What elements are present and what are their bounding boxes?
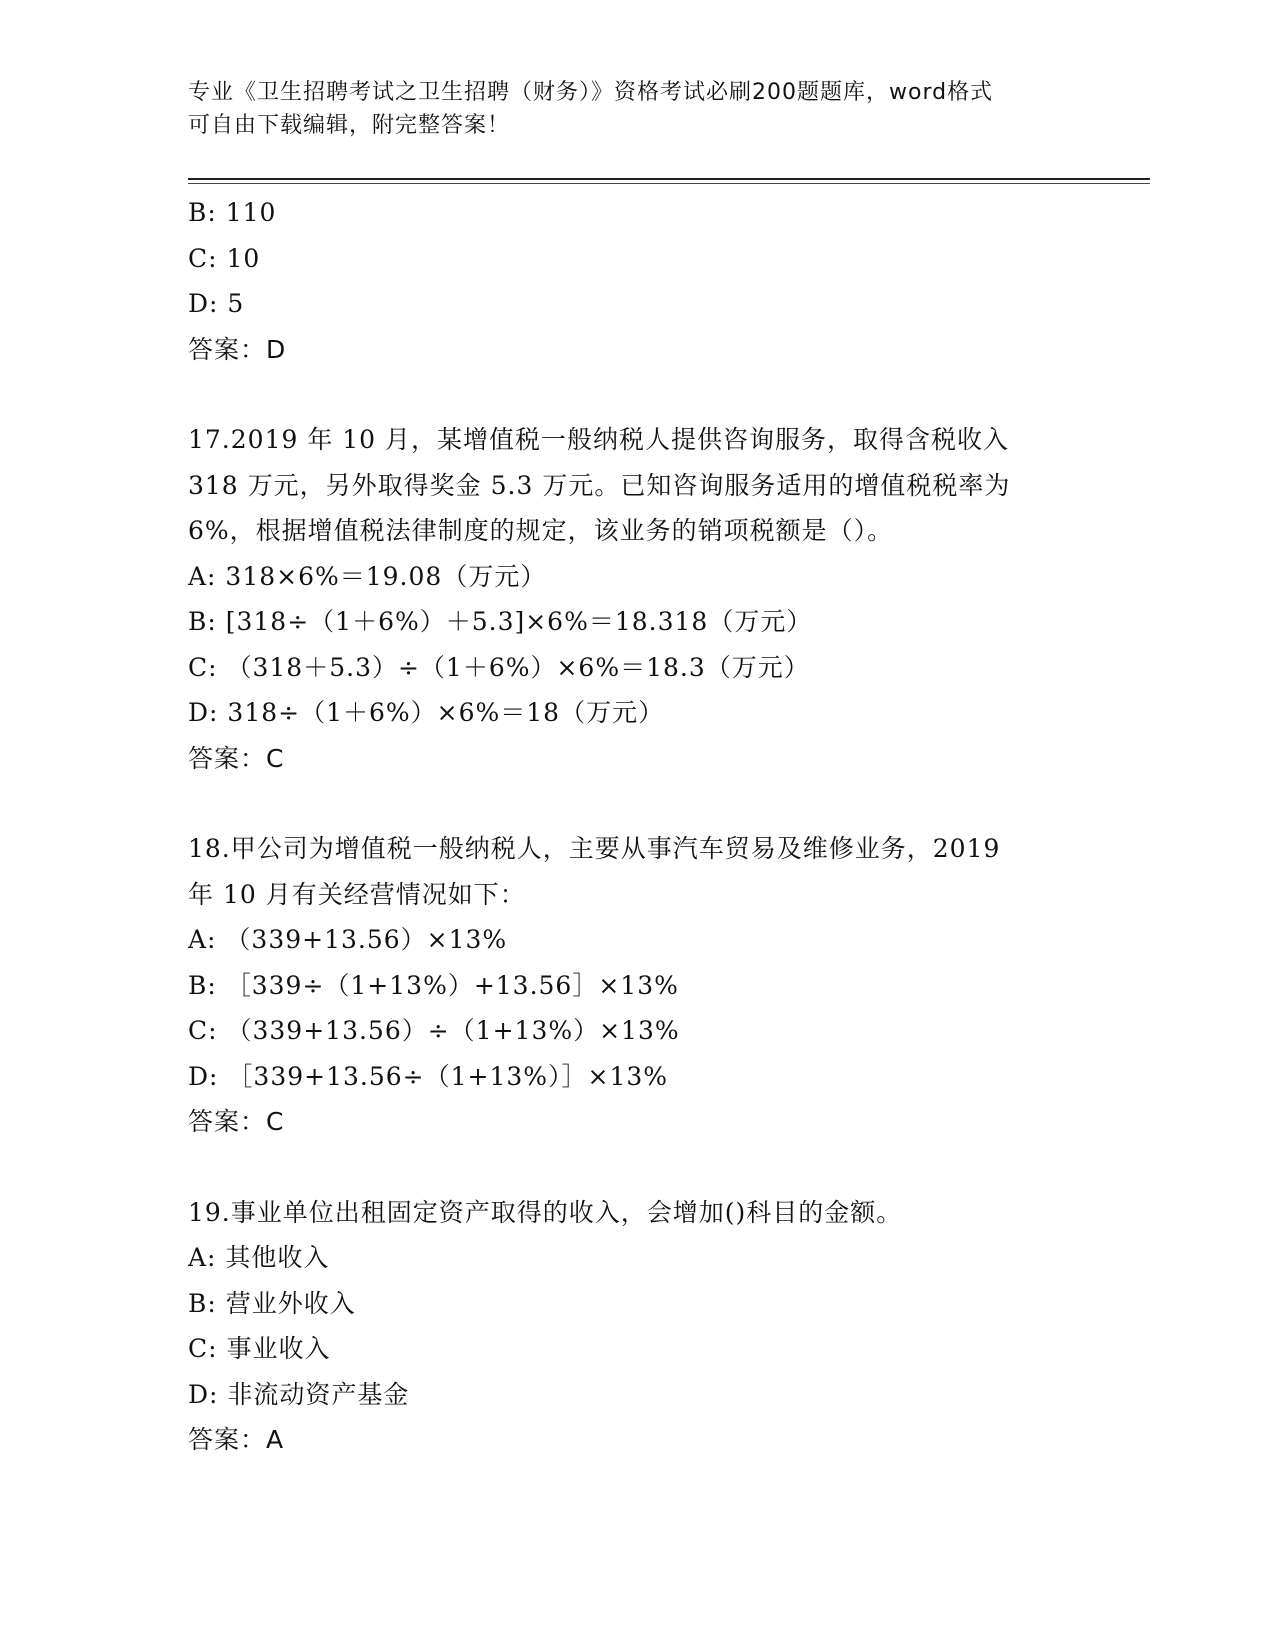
answer-label: 答案：D	[188, 334, 287, 364]
question-stem-line: 18.甲公司为增值税一般纳税人，主要从事汽车贸易及维修业务，2019	[188, 834, 1001, 863]
option-b: B: [318÷（1＋6%）＋5.3]×6%＝18.318（万元）	[188, 607, 813, 636]
option-b: B: 110	[188, 198, 277, 227]
question-stem-line: 19.事业单位出租固定资产取得的收入，会增加()科目的金额。	[188, 1197, 903, 1227]
question-stem-line: 6%，根据增值税法律制度的规定，该业务的销项税额是（）。	[188, 516, 894, 545]
option-b: B: 营业外收入	[188, 1288, 356, 1318]
question-stem-line: 318 万元，另外取得奖金 5.3 万元。已知咨询服务适用的增值税税率为	[188, 470, 1011, 500]
document-header	[188, 76, 1088, 142]
option-c: C: （318＋5.3）÷（1＋6%）×6%＝18.3（万元）	[188, 652, 810, 682]
answer-label: 答案：C	[188, 743, 285, 773]
option-d: D: 非流动资产基金	[188, 1379, 410, 1409]
header-title-line-1: 专业《卫生招聘考试之卫生招聘（财务）》资格考试必刷200题题库，word格式	[188, 80, 994, 105]
option-b: B: ［339÷（1+13%）+13.56］×13%	[188, 970, 679, 1000]
header-divider-thin	[188, 183, 1150, 184]
option-a: A: 318×6%＝19.08（万元）	[188, 561, 547, 591]
question-stem-line: 17.2019 年 10 月，某增值税一般纳税人提供咨询服务，取得含税收入	[188, 425, 1010, 454]
answer-label: 答案：C	[188, 1107, 285, 1136]
question-stem-line: 年 10 月有关经营情况如下：	[188, 879, 526, 909]
header-divider-thick	[188, 178, 1150, 180]
option-d: D: 318÷（1＋6%）×6%＝18（万元）	[188, 698, 665, 727]
question-17	[188, 417, 1088, 781]
option-c: C: （339+13.56）÷（1+13%）×13%	[188, 1016, 680, 1045]
option-a: A: （339+13.56）×13%	[188, 925, 508, 954]
question-18	[188, 826, 1088, 1145]
answer-label: 答案：A	[188, 1425, 285, 1454]
option-d: D: 5	[188, 289, 245, 318]
question-19	[188, 1190, 1088, 1463]
option-d: D: ［339+13.56÷（1+13%）］×13%	[188, 1061, 669, 1091]
option-c: C: 10	[188, 243, 261, 273]
option-a: A: 其他收入	[188, 1243, 330, 1272]
option-c: C: 事业收入	[188, 1334, 331, 1363]
header-title-line-2: 可自由下载编辑，附完整答案！	[188, 113, 511, 138]
question-16-tail	[188, 190, 1088, 372]
question-list	[188, 190, 1088, 1463]
